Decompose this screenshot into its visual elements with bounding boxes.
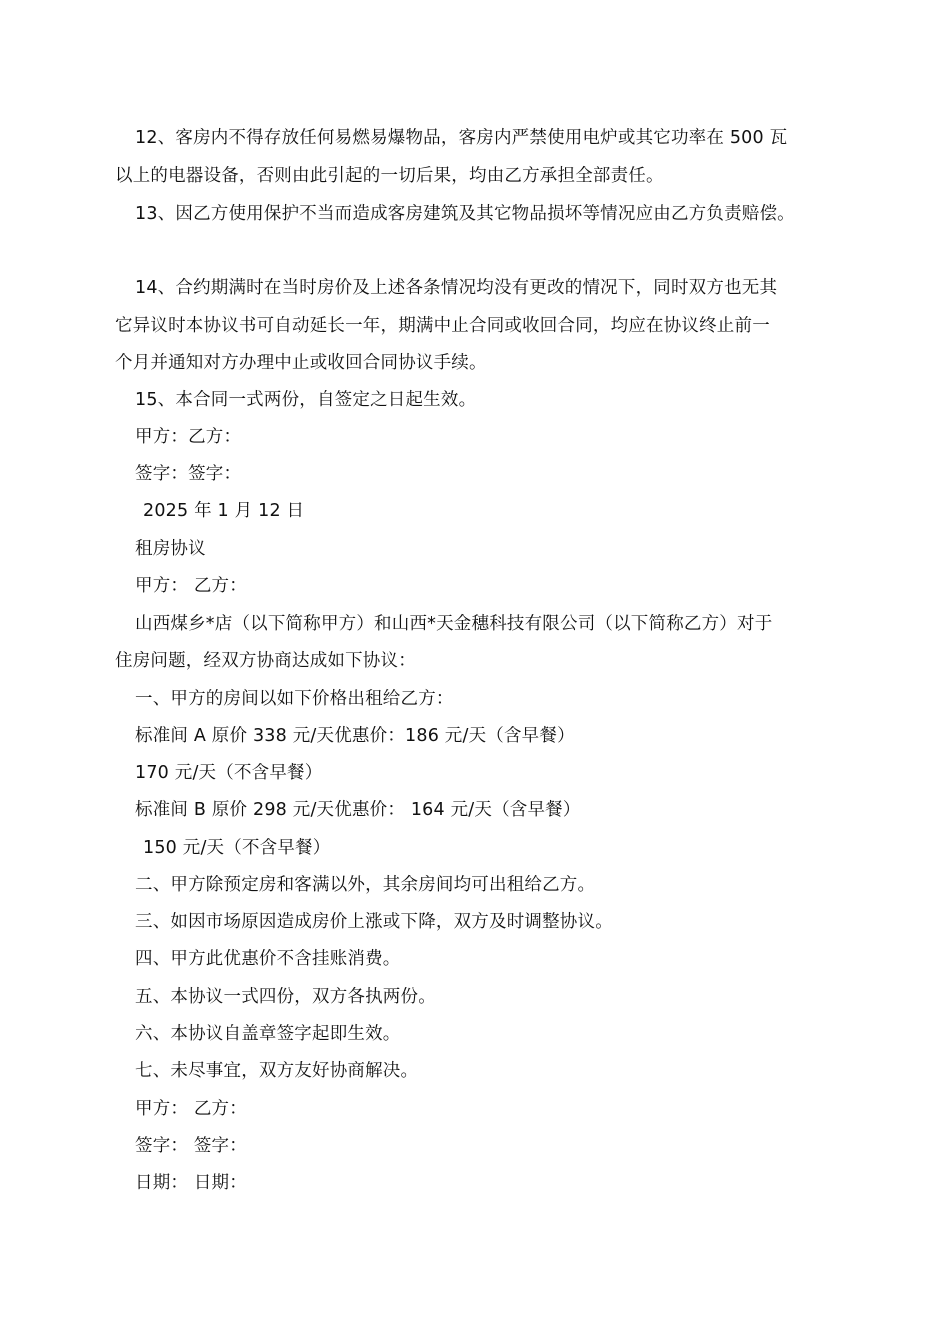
agreement-title: 租房协议 bbox=[135, 539, 206, 559]
clause-12-line-1: 12、客房内不得存放任何易燃易爆物品，客房内严禁使用电炉或其它功率在 500 瓦 bbox=[135, 128, 788, 148]
room-b-no-breakfast: 150 元/天（不含早餐） bbox=[143, 838, 331, 858]
clause-13: 13、因乙方使用保护不当而造成客房建筑及其它物品损坏等情况应由乙方负责赔偿。 bbox=[135, 204, 795, 224]
clause-14-line-2: 它异议时本协议书可自动延长一年，期满中止合同或收回合同，均应在协议终止前一 bbox=[115, 316, 770, 336]
closing-parties: 甲方： 乙方： bbox=[135, 1099, 247, 1119]
room-a-price: 标准间 A 原价 338 元/天优惠价：186 元/天（含早餐） bbox=[135, 726, 575, 746]
agreement-intro-line-1: 山西煤乡*店（以下简称甲方）和山西*天金穗科技有限公司（以下简称乙方）对于 bbox=[135, 614, 773, 634]
clause-12-line-2: 以上的电器设备，否则由此引起的一切后果，均由乙方承担全部责任。 bbox=[115, 166, 664, 186]
agreement-intro-line-2: 住房问题，经双方协商达成如下协议： bbox=[115, 651, 416, 671]
item-two: 二、甲方除预定房和客满以外，其余房间均可出租给乙方。 bbox=[135, 875, 596, 895]
signature-line: 签字：签字： bbox=[135, 464, 242, 484]
item-six: 六、本协议自盖章签字起即生效。 bbox=[135, 1024, 401, 1044]
closing-dates: 日期： 日期： bbox=[135, 1173, 247, 1193]
room-b-price: 标准间 B 原价 298 元/天优惠价： 164 元/天（含早餐） bbox=[135, 800, 581, 820]
item-three: 三、如因市场原因造成房价上涨或下降，双方及时调整协议。 bbox=[135, 912, 613, 932]
agreement-parties: 甲方： 乙方： bbox=[135, 576, 247, 596]
clause-14-line-3: 个月并通知对方办理中止或收回合同协议手续。 bbox=[115, 353, 487, 373]
clause-14-line-1: 14、合约期满时在当时房价及上述各条情况均没有更改的情况下，同时双方也无其 bbox=[135, 278, 778, 298]
item-seven: 七、未尽事宜，双方友好协商解决。 bbox=[135, 1061, 419, 1081]
item-four: 四、甲方此优惠价不含挂账消费。 bbox=[135, 949, 401, 969]
clause-15: 15、本合同一式两份，自签定之日起生效。 bbox=[135, 390, 477, 410]
party-line: 甲方：乙方： bbox=[135, 427, 242, 447]
closing-signatures: 签字： 签字： bbox=[135, 1136, 247, 1156]
date-line: 2025 年 1 月 12 日 bbox=[143, 501, 305, 521]
item-one: 一、甲方的房间以如下价格出租给乙方： bbox=[135, 689, 454, 709]
item-five: 五、本协议一式四份，双方各执两份。 bbox=[135, 987, 436, 1007]
room-a-no-breakfast: 170 元/天（不含早餐） bbox=[135, 763, 323, 783]
